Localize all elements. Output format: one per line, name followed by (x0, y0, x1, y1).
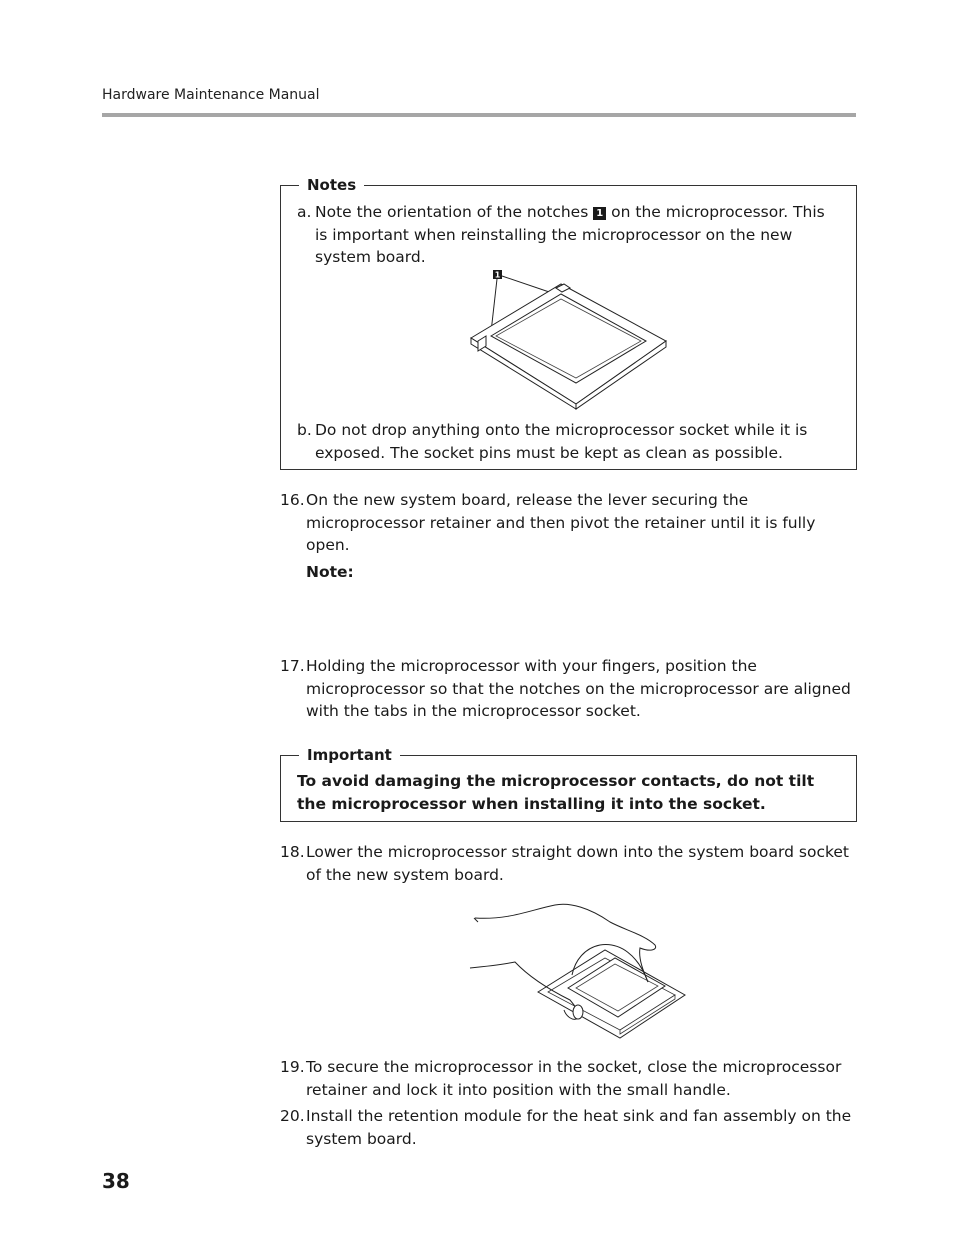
header-rule (102, 113, 856, 117)
step-19 (280, 1056, 860, 1101)
step-19-number: 19. (280, 1058, 305, 1076)
step-17-text: Holding the microprocessor with your fingers, position the microprocessor so that the notches on the microprocessor are aligned with the tabs in the microprocessor socket. (306, 657, 851, 720)
step-20-number: 20. (280, 1107, 305, 1125)
microprocessor-notch-illustration (466, 266, 666, 406)
step-16-text: On the new system board, release the lever securing the microprocessor retainer and then pivot the retainer until it is fully open. (306, 491, 816, 554)
step-18 (280, 841, 860, 886)
note-b-prefix: b. (297, 421, 312, 439)
step-18-text: Lower the microprocessor straight down into the system board socket of the new system board. (306, 843, 850, 884)
figure-callout-label: 1 (494, 270, 501, 280)
page-number: 38 (102, 1169, 130, 1193)
note-b (297, 419, 842, 464)
running-header: Hardware Maintenance Manual (102, 87, 320, 103)
step-20 (280, 1105, 860, 1150)
note-a (297, 201, 842, 269)
step-17 (280, 655, 860, 723)
important-box (280, 746, 857, 822)
step-16 (280, 489, 860, 583)
step-20-text: Install the retention module for the heat sink and fan assembly on the system board. (306, 1107, 852, 1148)
important-legend: Important (299, 745, 400, 765)
step-17-number: 17. (280, 657, 305, 675)
important-text: To avoid damaging the microprocessor contacts, do not tilt the microprocessor when installing it into the socket. (297, 772, 815, 813)
note-a-prefix: a. (297, 203, 312, 221)
cpu-insertion-illustration (470, 900, 690, 1040)
step-19-text: To secure the microprocessor in the socket, close the microprocessor retainer and lock it into position with the small handle. (306, 1058, 842, 1099)
step-16-note-label: Note: (306, 562, 354, 581)
note-b-text: Do not drop anything onto the microprocessor socket while it is exposed. The socket pins must be kept as clean as possible. (315, 421, 808, 462)
note-a-text-after: on the microprocessor. This is important when reinstalling the microprocessor on the new system board. (315, 203, 825, 266)
notes-legend: Notes (299, 175, 364, 195)
step-16-number: 16. (280, 491, 305, 509)
note-a-text-before: Note the orientation of the notches (315, 203, 589, 221)
notes-box (280, 176, 857, 470)
step-18-number: 18. (280, 843, 305, 861)
callout-badge: 1 (593, 207, 606, 220)
